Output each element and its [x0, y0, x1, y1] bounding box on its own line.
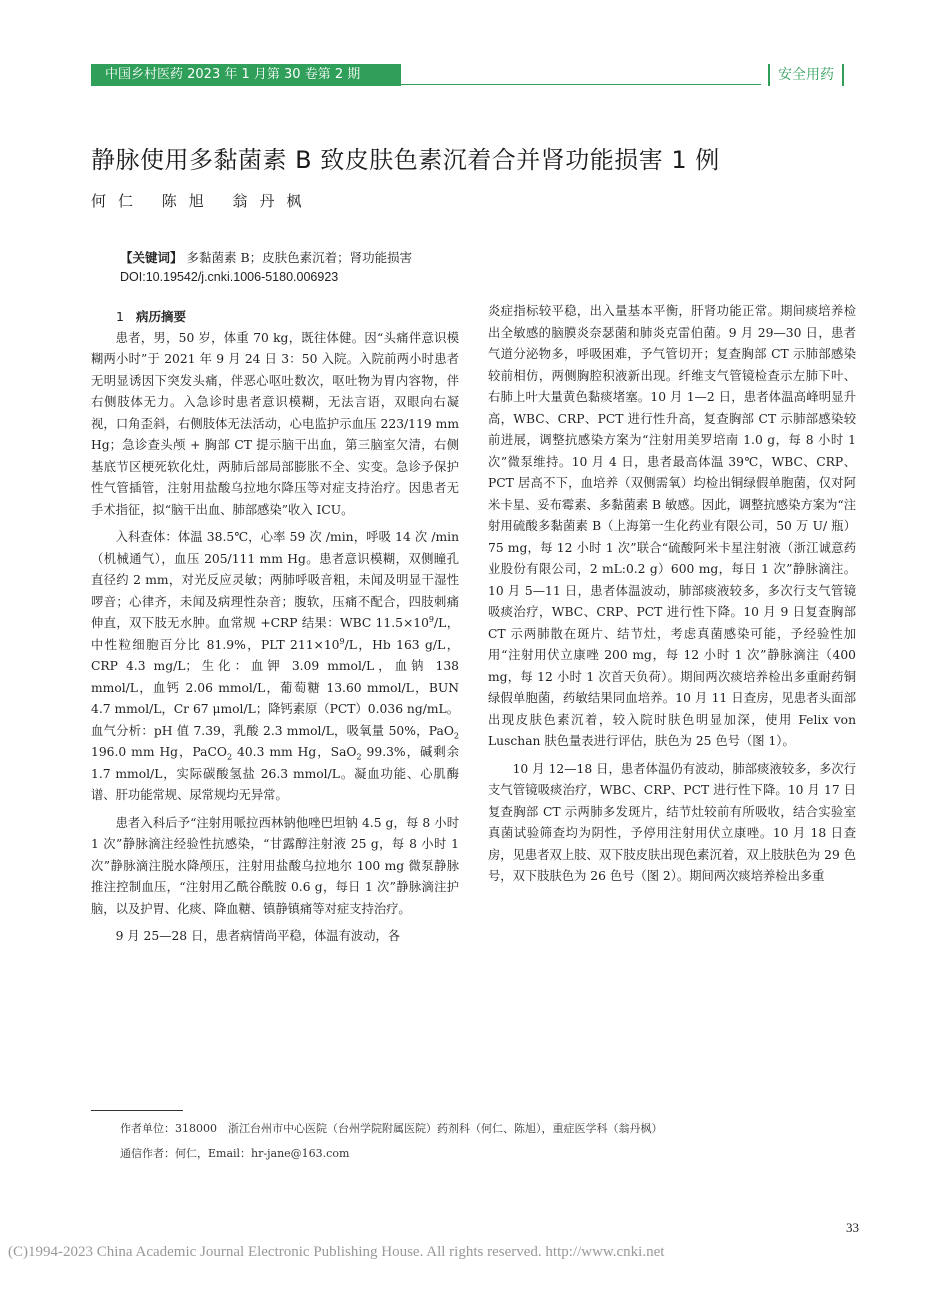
author-affiliation: 作者单位：318000 浙江台州市中心医院（台州学院附属医院）药剂科（何仁、陈旭），重症医学科（翁丹枫） [120, 1122, 663, 1135]
subscript: 2 [226, 752, 233, 762]
page-number: 33 [846, 1220, 859, 1235]
text-run: 196.0 mm Hg，PaCO [91, 745, 227, 759]
journal-header-bar [91, 64, 401, 86]
text-run: 99.3%，碱剩余 1.7 mmol/L，实际碳酸氢盐 26.3 mmol/L。凝血功能、心肌酶谱、肝功能常规、尿常规均无异常。 [91, 745, 460, 802]
superscript: 9 [428, 614, 434, 624]
section-number: 1 [116, 309, 124, 324]
subscript: 2 [453, 730, 459, 740]
case-paragraph-3: 患者入科后予“注射用哌拉西林钠他唑巴坦钠 4.5 g，每 8 小时 1 次”静脉滴注经验性抗感染，“甘露醇注射液 25 g，每 8 小时 1 次”静脉滴注脱水降颅压，注射用盐酸乌拉地尔 100 mg 微泵静脉推注控制血压，“注射用乙酰谷酰胺 0.6 g，每日 1 次”静脉滴注护脑，以及护胃、化痰、降血糖、镇静镇痛等对症支持治疗。 [91, 815, 459, 916]
text-run: 40.3 mm Hg，SaO [232, 745, 357, 759]
right-column [488, 301, 856, 888]
text-run: /L，中性粒细胞百分比 81.9%，PLT 211×10 [91, 616, 460, 652]
superscript: 9 [339, 636, 345, 646]
case-paragraph-6: 10 月 12—18 日，患者体温仍有波动，肺部痰液较多，多次行支气管镜吸痰治疗，WBC、CRP、PCT 进行性下降。10 月 17 日复查胸部 CT 示两肺多发斑片，结节灶较前有所吸收，结合实验室真菌试验筛查均为阴性，予停用注射用伏立康唑。10 月 18 日查房，见患者双上肢、双下肢皮肤出现色素沉着，双上肢肤色为 29 色号，双下肢肤色为 26 色号（图 2）。期间两次痰培养检出多重 [488, 761, 856, 883]
case-paragraph-5: 炎症指标较平稳，出入量基本平衡，肝肾功能正常。期间痰培养检出全敏感的脑膜炎奈瑟菌和肺炎克雷伯菌。9 月 29—30 日，患者气道分泌物多，呼吸困难，予气管切开；复查胸部 CT 示肺部感染较前相仿，两侧胸腔积液新出现。纤维支气管镜检查示左肺下叶、右肺上叶大量黄色黏痰堵塞。10 月 1—2 日，患者体温高峰明显升高，WBC、CRP、PCT 进行性升高，复查胸部 CT 示肺部感染较前进展，调整抗感染方案为“注射用美罗培南 1.0 g，每 8 小时 1 次”微泵维持。10 月 4 日，患者最高体温 39℃，WBC、CRP、PCT 居高不下，血培养（双侧需氧）均检出铜绿假单胞菌，仅对阿米卡星、妥布霉素、多黏菌素 B 敏感。因此，调整抗感染方案为“注射用硫酸多黏菌素 B（上海第一生化药业有限公司，50 万 U/ 瓶）75 mg，每 12 小时 1 次”联合“硫酸阿米卡星注射液（浙江诚意药业股份有限公司，2 mL:0.2 g）600 mg，每日 1 次”静脉滴注。10 月 5—11 日，患者体温波动，肺部痰液较多，多次行支气管镜吸痰治疗，WBC、CRP、PCT 进行性下降。10 月 9 日复查胸部 CT 示两肺散在斑片、结节灶，考虑真菌感染可能，予经验性加用“注射用伏立康唑 200 mg，每 12 小时 1 次”静脉滴注（400 mg，每 12 小时 1 次首天负荷）。期间两次痰培养检出多重耐药铜绿假单胞菌，药敏结果同血培养。10 月 11 日查房，见患者头面部出现皮肤色素沉着，较入院时肤色明显加深，使用 Felix von Luschan 肤色量表进行评估，肤色为 25 色号（图 1）。 [488, 304, 856, 748]
keywords-text: 多黏菌素 B；皮肤色素沉着；肾功能损害 [186, 250, 413, 265]
keywords-line [120, 248, 412, 266]
header-rule [401, 84, 761, 85]
section-tag: 安全用药 [768, 64, 844, 86]
doi-line: DOI:10.19542/j.cnki.1006-5180.006923 [120, 270, 339, 284]
text-run: /L，Hb 163 g/L，CRP 4.3 mg/L；生化：血钾 3.09 mmol/L，血钠 138 mmol/L，血钙 2.06 mmol/L，葡萄糖 13.60 mmol/L，BUN 4.7 mmol/L，Cr 67 μmol/L；降钙素原（PCT）0.036 ng/mL。血气分析：pH 值 7.39，乳酸 2.3 mmol/L，吸氧量 50%，PaO [91, 637, 459, 738]
keywords-label: 【关键词】 [120, 250, 183, 265]
journal-issue-label: 中国乡村医药 2023 年 1 月第 30 卷第 2 期 [105, 67, 361, 82]
correspondence-author: 通信作者：何仁，Email：hr-jane@163.com [120, 1147, 350, 1160]
section-heading [91, 306, 459, 328]
article-authors: 何仁 陈旭 翁丹枫 [91, 192, 314, 210]
article-title: 静脉使用多黏菌素 B 致皮肤色素沉着合并肾功能损害 1 例 [91, 146, 720, 174]
section-title: 病历摘要 [135, 309, 186, 324]
case-paragraph-2 [91, 527, 459, 807]
case-paragraph-4: 9 月 25—28 日，患者病情尚平稳，体温有波动，各 [115, 929, 401, 943]
subscript: 2 [356, 752, 362, 762]
left-column [91, 306, 459, 948]
text-run: 入科查体：体温 38.5℃，心率 59 次 /min，呼吸 14 次 /min（机械通气），血压 205/111 mm Hg。患者意识模糊，双侧瞳孔直径约 2 mm，对光反应灵敏；两肺呼吸音粗，未闻及明显干湿性啰音；心律齐，未闻及病理性杂音；腹软，压痛不配合，四肢刺痛伸直，双下肢无水肿。血常规 +CRP 结果：WBC 11.5×10 [91, 530, 459, 630]
footnote-separator [91, 1110, 183, 1111]
case-paragraph-1: 患者，男，50 岁，体重 70 kg，既往体健。因“头痛伴意识模糊两小时”于 2021 年 9 月 24 日 3：50 入院。入院前两小时患者无明显诱因下突发头痛，伴恶心呕吐数次，呕吐物为胃内容物，伴右侧肢体无力。入急诊时患者意识模糊，无法言语，双眼向右凝视，口角歪斜，右侧肢体无法活动，心电监护示血压 223/119 mm Hg；急诊查头颅 + 胸部 CT 提示脑干出血，第三脑室欠清，右侧基底节区梗死软化灶，两肺后部局部膨胀不全、实变。急诊予保护性气管插管，注射用盐酸乌拉地尔降压等对症支持治疗。因患者无手术指征，拟“脑干出血、肺部感染”收入 ICU。 [91, 330, 459, 517]
copyright-watermark: (C)1994-2023 China Academic Journal Electronic Publishing House. All rights reserved. http://www.cnki.net [8, 1244, 665, 1260]
